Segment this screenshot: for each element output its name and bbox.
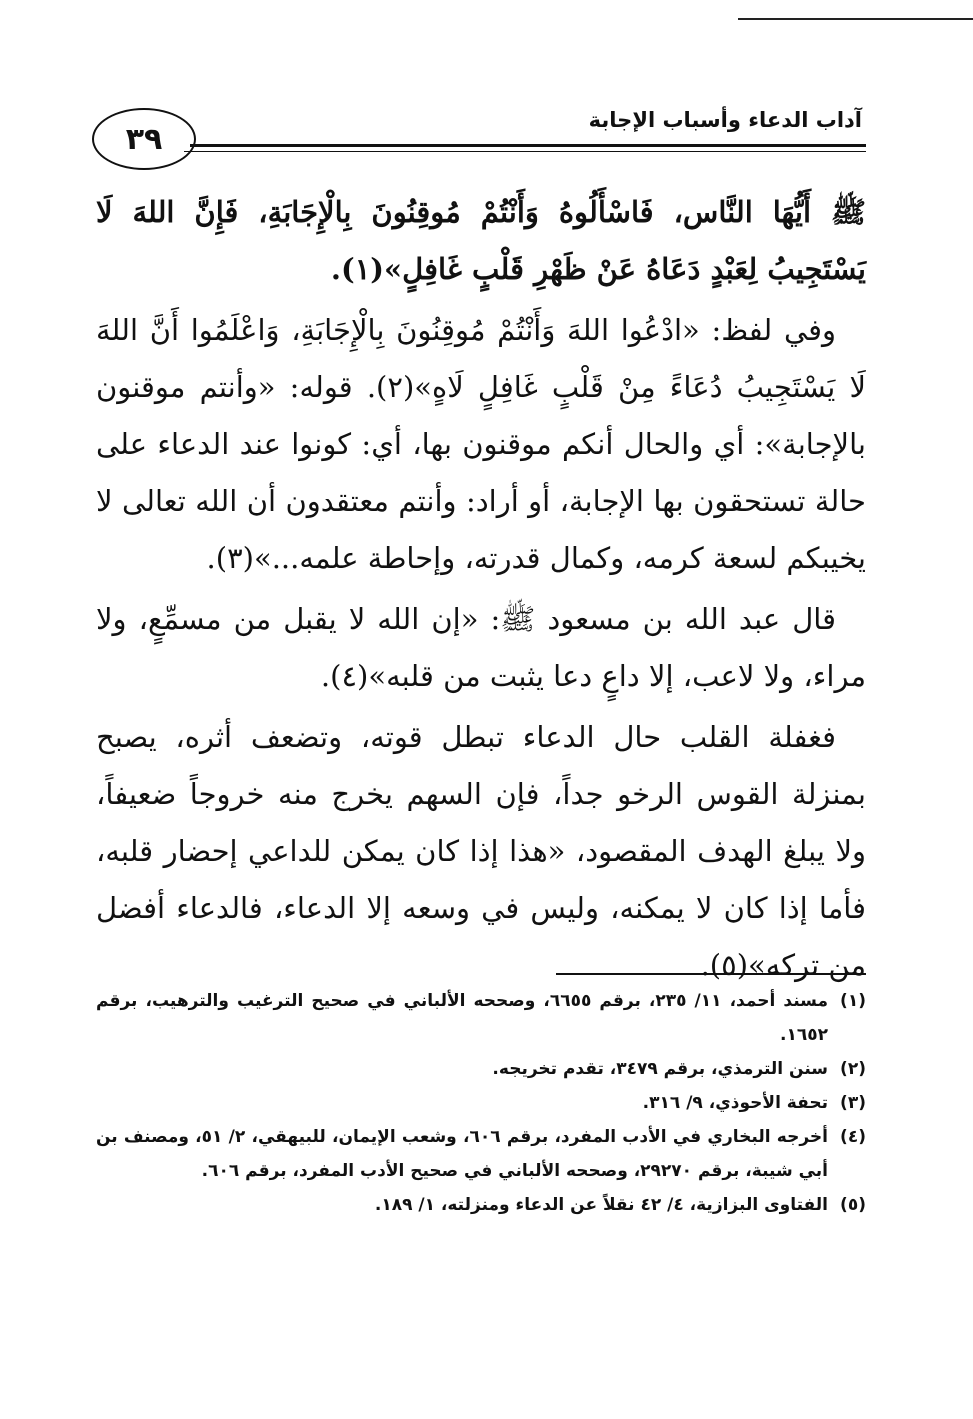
footnote-separator [556,973,866,975]
footnote-text: أخرجه البخاري في الأدب المفرد، برقم ٦٠٦، وشعب الإيمان، للبيهقي، ٢/ ٥١، ومصنف بن أبي شيبة، برقم ٢٩٢٧٠، وصححه الألباني في صحيح الأدب المفرد، برقم ٦٠٦. [96,1127,828,1181]
footnote-number: (٤) [840,1127,866,1147]
paragraph-variant-wording: وفي لفظ: «ادْعُوا اللهَ وَأَنْتُمْ مُوقِنُونَ بِالْإِجَابَةِ، وَاعْلَمُوا أَنَّ اللهَ لَا يَسْتَجِيبُ دُعَاءً مِنْ قَلْبٍ غَافِلٍ لَاهٍ»(٢). قوله: «وأنتم موقنون بالإجابة»: أي والحال أنكم موقنون بها، أي: كونوا عند الدعاء على حالة تستحقون بها الإجابة، أو أراد: وأنتم معتقدون أن الله تعالى لا يخيبكم لسعة كرمه، وكمال قدرته، وإحاطة علمه...»(٣). [96,313,866,575]
header-rule-thin [184,151,866,152]
paragraph-heedlessness: فغفلة القلب حال الدعاء تبطل قوته، وتضعف أثره، يصبح بمنزلة القوس الرخو جداً، فإن السهم يخرج منه خروجاً ضعيفاً، ولا يبلغ الهدف المقصود، «هذا إذا كان يمكن للداعي إحضار قلبه، فأما إذا كان لا يمكنه، وليس في وسعه إلا الدعاء، فالدعاء أفضل من تركه»(٥). [96,720,866,982]
main-text [96,184,866,998]
header-rule [190,144,866,147]
footnotes [96,984,866,1222]
footnote [96,1086,866,1120]
paragraph-ibn-masud: قال عبد الله بن مسعود ﷺ: «إن الله لا يقبل من مسمِّعٍ، ولا مراء، ولا لاعب، إلا داعٍ دعا يثبت من قلبه»(٤). [96,602,866,693]
footnote-text: سنن الترمذي، برقم ٣٤٧٩، تقدم تخريجه. [492,1059,828,1079]
paragraph-hadith: ﷺ أَيُّهَا النَّاس، فَاسْأَلُوهُ وَأَنْتُمْ مُوقِنُونَ بِالْإِجَابَةِ، فَإِنَّ اللهَ لَا يَسْتَجِيبُ لِعَبْدٍ دَعَاهُ عَنْ ظَهْرِ قَلْبٍ غَافِلٍ»(١). [96,195,866,286]
page-header [92,100,866,180]
footnote-number: (٣) [840,1093,866,1113]
footnote-number: (١) [840,991,866,1011]
footnote-text: مسند أحمد، ١١/ ٢٣٥، برقم ٦٦٥٥، وصححه الألباني في صحيح الترغيب والترهيب، برقم ١٦٥٢. [96,991,828,1045]
top-edge-rule [738,18,973,20]
footnote-text: الفتاوى البزازية، ٤/ ٤٢ نقلاً عن الدعاء ومنزلته، ١/ ١٨٩. [374,1195,828,1215]
footnote [96,1120,866,1188]
page-number: ٣٩ [92,108,196,170]
running-title: آداب الدعاء وأسباب الإجابة [588,108,862,132]
footnote-number: (٢) [840,1059,866,1079]
footnote [96,1188,866,1222]
footnote [96,1052,866,1086]
footnote-number: (٥) [840,1195,866,1215]
footnote-text: تحفة الأحوذي، ٩/ ٣١٦. [642,1093,828,1113]
footnote [96,984,866,1052]
